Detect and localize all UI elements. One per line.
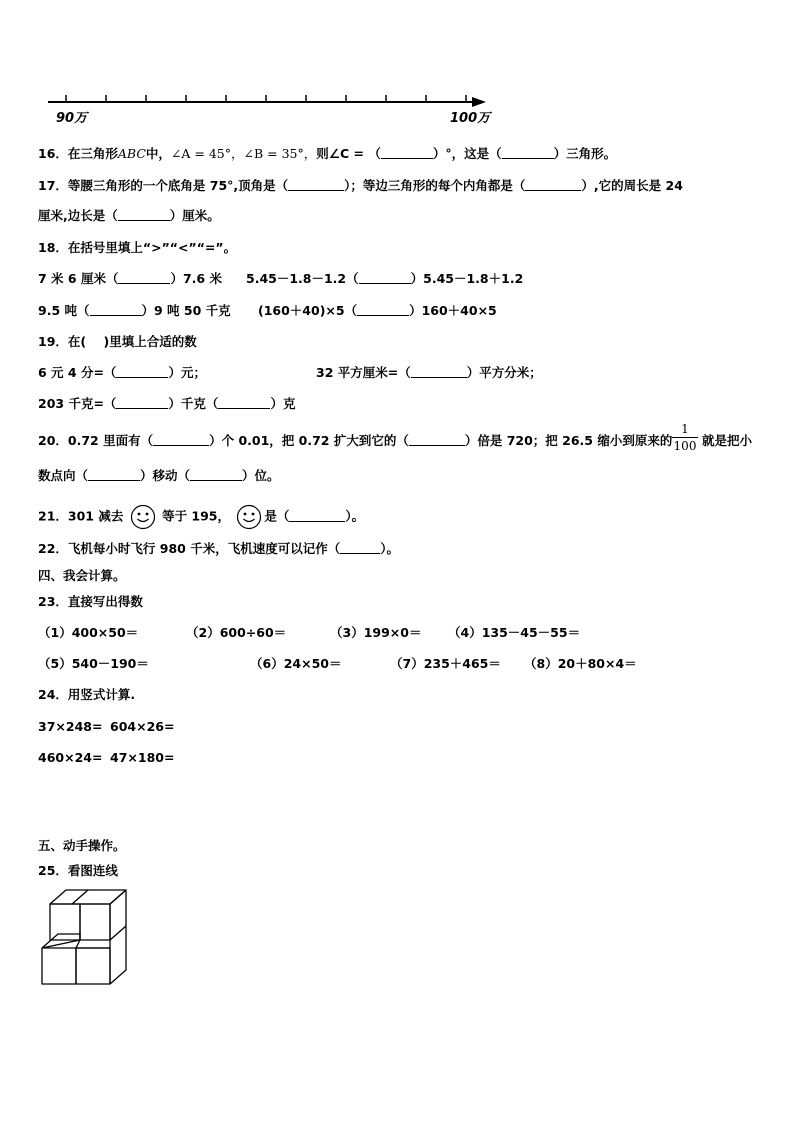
q24-item-2: 604×26= <box>110 719 175 734</box>
question-17-line-2 <box>38 207 220 225</box>
q18-c-left: 9.5 吨（ <box>38 303 90 318</box>
number-line <box>40 90 500 130</box>
q20-blank-2[interactable] <box>409 433 465 446</box>
question-20-line-1 <box>38 432 672 450</box>
q16-num: 16．在三角形 <box>38 146 118 161</box>
q24-item-3: 460×24= <box>38 750 103 765</box>
q23-item-6: （6）24×50＝ <box>250 656 342 671</box>
q18-c-right: ）9 吨 50 千克 <box>141 303 231 318</box>
q16-angle-b: ∠B = 35°， <box>243 146 317 161</box>
q18-a-left: 7 米 6 厘米（ <box>38 271 119 286</box>
q21-part-1: 21．301 减去 <box>38 508 124 524</box>
q23-item-8: （8）20＋80×4＝ <box>524 656 637 671</box>
q20-fraction <box>672 422 698 453</box>
q20-line2-c: ）位。 <box>242 468 280 483</box>
q19-blank-c[interactable] <box>116 396 168 409</box>
section-4-heading: 四、我会计算。 <box>38 568 126 583</box>
q19-a <box>38 364 206 382</box>
q21-part-3: 是（ <box>264 508 290 524</box>
q24-item-4: 47×180= <box>110 750 175 765</box>
number-line-right-label: 100万 <box>450 111 491 126</box>
q20-part-1: 20．0.72 里面有（ <box>38 433 154 448</box>
q19-b-right: ）平方分米； <box>466 365 542 380</box>
q20-part-3: ）倍是 720；把 26.5 缩小到原来的 <box>464 433 673 448</box>
fraction-bar <box>672 437 698 438</box>
q23-item-2: （2）600÷60＝ <box>186 625 287 640</box>
smiley-face-icon <box>236 504 262 530</box>
q20-blank-3[interactable] <box>88 468 140 481</box>
q20-frac-numerator: 1 <box>681 422 689 436</box>
q17-text-2: ）；等边三角形的每个内角都是（ <box>344 178 526 193</box>
q20-blank-1[interactable] <box>153 433 209 446</box>
q20-part-2: ）个 0.01，把 0.72 扩大到它的（ <box>209 433 409 448</box>
q17-text-3: ）,它的周长是 24 <box>581 178 683 193</box>
q18-d-right: ）160＋40×5 <box>409 303 497 318</box>
q20-blank-4[interactable] <box>190 468 242 481</box>
q23-item-5: （5）540－190＝ <box>38 656 149 671</box>
q18-b-right: ）5.45－1.8＋1.2 <box>410 271 524 286</box>
question-17-line-1 <box>38 177 683 195</box>
question-18-title: 18．在括号里填上“>”“<”“=”。 <box>38 240 237 255</box>
question-21 <box>38 504 364 530</box>
question-19-title: 19．在( )里填上合适的数 <box>38 334 197 349</box>
q18-b <box>246 270 523 288</box>
q18-blank-d[interactable] <box>357 303 409 316</box>
q22-blank[interactable] <box>340 541 380 554</box>
q16-blank-2[interactable] <box>502 146 554 159</box>
cube-stack-figure <box>38 884 138 988</box>
q16-blank-1[interactable] <box>381 146 433 159</box>
q16-deg: °，这是 <box>445 146 490 161</box>
q21-blank[interactable] <box>289 509 345 522</box>
q16-angle-a: ∠A = 45°， <box>170 146 244 161</box>
q18-b-left: 5.45－1.8－1.2（ <box>246 271 359 286</box>
question-16: 16．在三角形ABC中，∠A = 45°，∠B = 35°，则∠C = （ ）°，这是（ ）三角形。 <box>38 146 617 161</box>
q20-line2-a: 数点向（ <box>38 468 89 483</box>
q23-item-3: （3）199×0＝ <box>330 625 422 640</box>
q19-c <box>38 395 295 413</box>
q20-line2-b: ）移动（ <box>140 468 191 483</box>
q16-tail: 三角形。 <box>566 146 617 161</box>
q18-c <box>38 302 231 320</box>
smiley-face-icon <box>130 504 156 530</box>
q18-blank-b[interactable] <box>359 271 411 284</box>
q23-item-1: （1）400×50＝ <box>38 625 139 640</box>
q18-a-right: ）7.6 米 <box>170 271 222 286</box>
question-23-title: 23．直接写出得数 <box>38 594 143 609</box>
q17-blank-3[interactable] <box>118 208 170 221</box>
q16-then: 则∠C = <box>316 146 364 161</box>
q22-part-2: ）。 <box>380 541 399 556</box>
q19-blank-a[interactable] <box>116 365 168 378</box>
q19-b <box>316 364 542 382</box>
q19-blank-b[interactable] <box>411 365 467 378</box>
question-20-line-2 <box>38 467 280 485</box>
q19-a-right: ）元； <box>168 365 206 380</box>
question-24-title: 24．用竖式计算. <box>38 687 136 702</box>
q17-line2-b: ）厘米。 <box>169 208 220 223</box>
q21-part-4: ）。 <box>345 508 365 524</box>
q23-item-7: （7）235＋465＝ <box>390 656 501 671</box>
q19-b-left: 32 平方厘米=（ <box>316 365 411 380</box>
q19-c-right: ）克 <box>270 396 296 411</box>
q22-part-1: 22．飞机每小时飞行 980 千米，飞机速度可以记作（ <box>38 541 341 556</box>
q19-c-left: 203 千克=（ <box>38 396 117 411</box>
q20-part-4: 就是把小 <box>702 433 753 448</box>
q19-a-left: 6 元 4 分=（ <box>38 365 117 380</box>
q17-line2-a: 厘米,边长是（ <box>38 208 118 223</box>
question-25-title: 25．看图连线 <box>38 863 118 878</box>
q17-blank-2[interactable] <box>525 178 581 191</box>
q23-item-4: （4）135－45－55＝ <box>448 625 581 640</box>
section-5-heading: 五、动手操作。 <box>38 838 126 853</box>
q19-blank-d[interactable] <box>218 396 270 409</box>
q24-item-1: 37×248= <box>38 719 103 734</box>
q18-d-left: (160＋40)×5（ <box>258 303 358 318</box>
q21-part-2: 等于 195， <box>162 508 231 524</box>
q18-blank-c[interactable] <box>90 303 142 316</box>
q20-frac-denominator: 100 <box>673 439 697 453</box>
q17-text-1: 17．等腰三角形的一个底角是 75°,顶角是（ <box>38 178 289 193</box>
q19-c-mid: ）千克（ <box>168 396 219 411</box>
q18-d <box>258 302 497 320</box>
q18-a <box>38 270 222 288</box>
question-22 <box>38 540 399 558</box>
q16-mid: 中， <box>145 146 171 161</box>
q18-blank-a[interactable] <box>118 271 170 284</box>
q17-blank-1[interactable] <box>288 178 344 191</box>
number-line-left-label: 90万 <box>56 111 88 126</box>
q16-abc: ABC <box>117 146 146 161</box>
